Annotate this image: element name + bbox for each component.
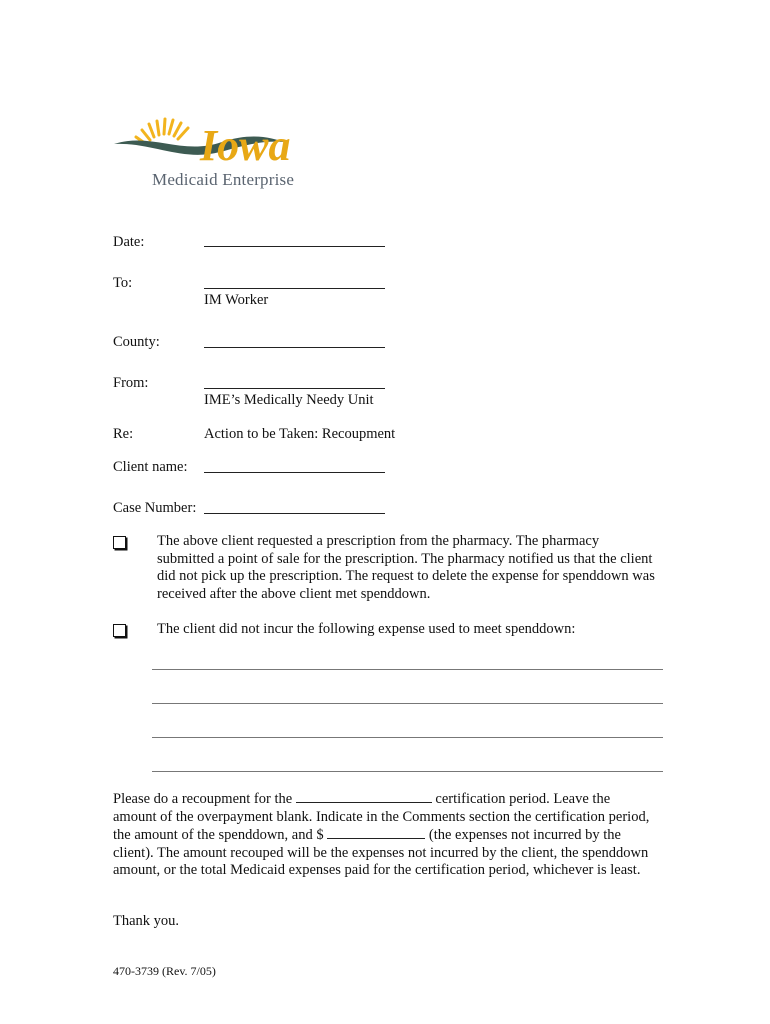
certification-period-blank[interactable]	[296, 790, 432, 803]
option1-checkbox[interactable]	[113, 536, 126, 549]
case-number-blank-line[interactable]	[204, 513, 385, 514]
sun-rays-icon	[136, 119, 188, 144]
recoupment-paragraph	[113, 790, 653, 880]
expense-line-3[interactable]	[152, 737, 663, 738]
expense-line-2[interactable]	[152, 703, 663, 704]
from-label: From:	[113, 375, 149, 391]
re-value: Action to be Taken: Recoupment	[204, 426, 396, 442]
iowa-logo-graphic	[112, 112, 312, 172]
svg-text:Iowa: Iowa	[200, 121, 291, 170]
expense-line-1[interactable]	[152, 669, 663, 670]
date-label: Date:	[113, 234, 145, 250]
from-subtext: IME’s Medically Needy Unit	[204, 392, 374, 408]
option2-text: The client did not incur the following expense used to meet spenddown:	[157, 621, 576, 637]
to-subtext: IM Worker	[204, 292, 269, 308]
from-blank-line[interactable]	[204, 388, 385, 389]
body-part-1: Please do a recoupment for the	[113, 791, 296, 807]
county-label: County:	[113, 334, 160, 350]
body-part-2: certification period. Leave the amount of the overpayment blank. Indicate in the Comments section the certification period, the amount of the spenddown, and $	[113, 791, 650, 843]
option1-text: The above client requested a prescription from the pharmacy. The pharmacy submitted a point of sale for the prescription. The pharmacy notified us that the client did not pick up the prescription. The request to delete the expense for spenddown was received after the above client met spenddown.	[157, 533, 655, 602]
re-label: Re:	[113, 426, 134, 442]
closing-text: Thank you.	[113, 913, 180, 929]
client-name-blank-line[interactable]	[204, 472, 385, 473]
form-number: 470-3739 (Rev. 7/05)	[113, 964, 216, 978]
body-part-3: (the expenses not incurred by the client). The amount recouped will be the expenses not incurred by the client, the spenddown amount, or the total Medicaid expenses paid for the certification period, whichever is least.	[113, 827, 649, 878]
to-label: To:	[113, 275, 133, 291]
date-blank-line[interactable]	[204, 246, 385, 247]
case-number-label: Case Number:	[113, 500, 197, 516]
expense-amount-blank[interactable]	[327, 826, 425, 839]
county-blank-line[interactable]	[204, 347, 385, 348]
to-blank-line[interactable]	[204, 288, 385, 289]
expense-line-4[interactable]	[152, 771, 663, 772]
option2-checkbox[interactable]	[113, 624, 126, 637]
client-name-label: Client name:	[113, 459, 188, 475]
logo-subtitle: Medicaid Enterprise	[152, 170, 295, 189]
